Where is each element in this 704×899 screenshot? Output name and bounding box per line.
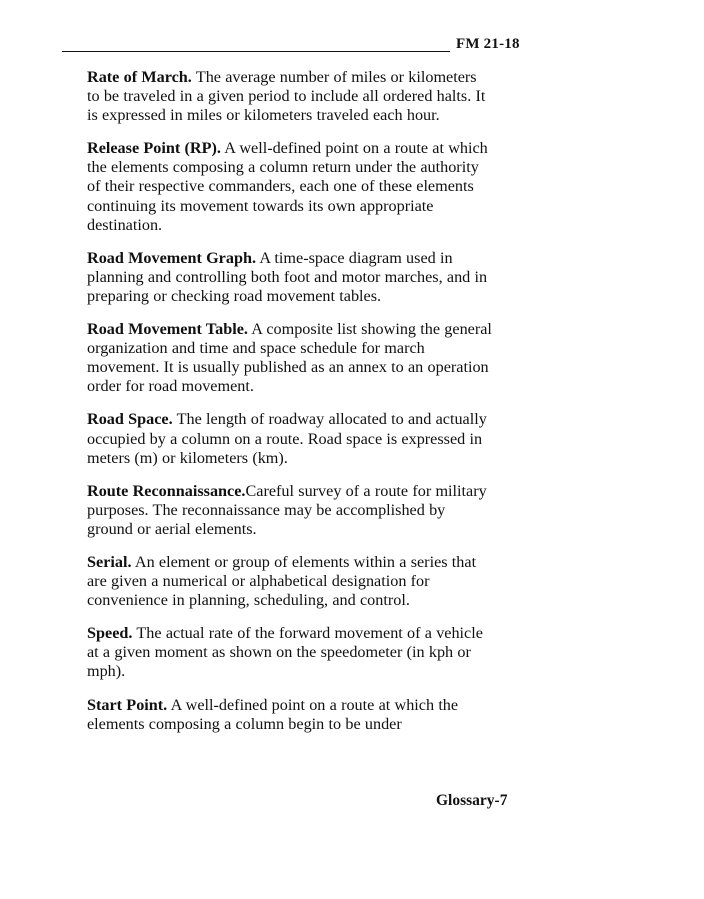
glossary-term: Start Point. [87, 695, 168, 714]
glossary-term: Road Movement Graph. [87, 248, 257, 267]
glossary-entry-road-movement-table [87, 320, 493, 396]
glossary-definition: An element or group of elements within a series that are given a numerical or alphabetical designation for convenience in planning, scheduling, and control. [87, 552, 477, 610]
glossary-definition: A well-defined point on a route at which the elements composing a column begin to be under [87, 695, 459, 733]
glossary-term: Route Reconnaissance. [87, 481, 246, 500]
glossary-definition: The length of roadway allocated to and actually occupied by a column on a route. Road space is expressed in meters (m) or kilometers (km). [87, 410, 487, 467]
glossary-definition: The actual rate of the forward movement of a vehicle at a given moment as shown on the speedometer (in kph or mph). [87, 624, 483, 681]
document-id: FM 21-18 [456, 36, 520, 52]
glossary-definition: The average number of miles or kilometers to be traveled in a given period to include all ordered halts. It is expressed in miles or kilometers traveled each hour. [87, 68, 486, 125]
glossary-term: Serial. [87, 552, 132, 571]
glossary-entry-route-reconnaissance [87, 482, 493, 539]
header-rule [62, 51, 450, 52]
glossary-definition: Careful survey of a route for military purposes. The reconnaissance may be accomplished by ground or aerial elements. [87, 481, 487, 538]
glossary-entry-release-point [87, 139, 493, 234]
glossary-term: Speed. [87, 624, 133, 643]
glossary-definition: A time-space diagram used in planning and controlling both foot and motor marches, and in preparing or checking road movement tables. [87, 248, 488, 305]
glossary-term: Release Point (RP). [87, 139, 221, 158]
glossary-entry-road-space [87, 410, 493, 467]
glossary-entries [87, 68, 493, 748]
glossary-definition: A well-defined point on a route at which the elements composing a column return under the authority of their respective commanders, each one of these elements continuing its movement towards its own appropriate destination. [87, 139, 488, 234]
page-number: Glossary-7 [436, 792, 508, 809]
glossary-entry-road-movement-graph [87, 249, 493, 306]
glossary-entry-speed [87, 624, 493, 681]
glossary-entry-rate-of-march [87, 68, 493, 125]
glossary-term: Road Space. [87, 410, 173, 429]
glossary-term: Road Movement Table. [87, 320, 248, 339]
glossary-definition: A composite list showing the general organization and time and space schedule for march movement. It is usually published as an annex to an operation order for road movement. [87, 320, 492, 396]
glossary-term: Rate of March. [87, 68, 192, 86]
glossary-entry-serial [87, 553, 493, 610]
glossary-entry-start-point [87, 696, 493, 734]
